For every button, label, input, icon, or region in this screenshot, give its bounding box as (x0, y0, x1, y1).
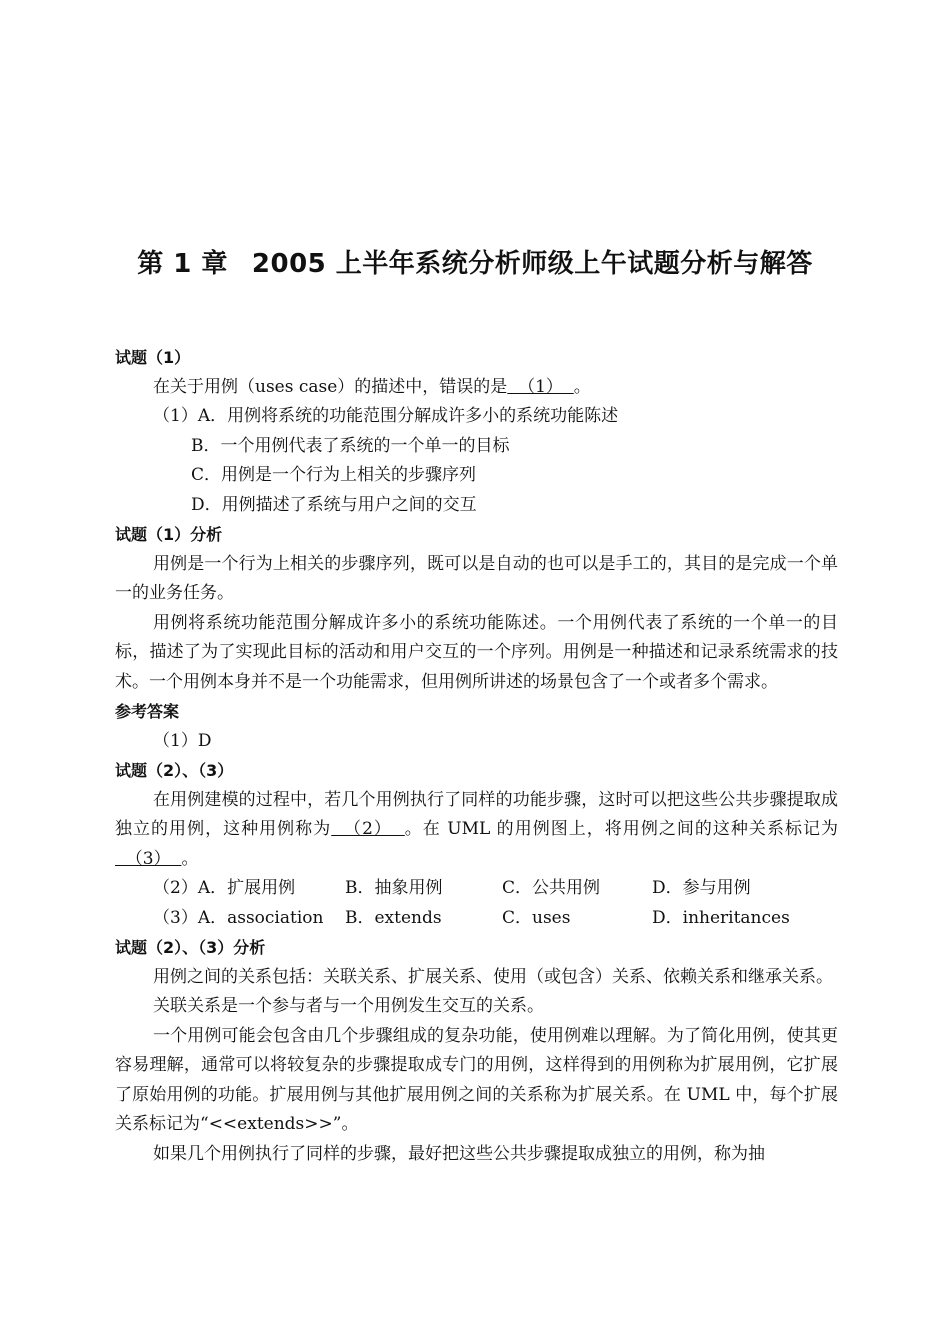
chapter-number: 第 1 章 (137, 249, 228, 279)
chapter-name: 2005 上半年系统分析师级上午试题分析与解答 (251, 249, 813, 279)
option-1c: C．用例是一个行为上相关的步骤序列 (191, 465, 477, 485)
question-2-3-analysis-paragraph: 关联关系是一个参与者与一个用例发生交互的关系。 (153, 996, 544, 1016)
answer-1: （1）D (153, 730, 212, 751)
answer-heading: 参考答案 (115, 702, 180, 721)
option-2d: D．参与用例 (652, 878, 751, 898)
option-2b: B．抽象用例 (345, 878, 443, 898)
answer-blank-2: （2） (331, 819, 405, 839)
answer-blank-3: （3） (115, 848, 182, 869)
option-3c: C．uses (502, 907, 571, 928)
main-content (115, 343, 838, 1169)
question-2-3-heading: 试题（2）、（3） (115, 761, 234, 780)
question-1-analysis-paragraph: 用例将系统功能范围分解成许多小的系统功能陈述。一个用例代表了系统的一个单一的目标，描述了为了实现此目标的活动和用户交互的一个序列。用例是一种描述和记录系统需求的技术。一个用例本身并不是一个功能需求，但用例所讲述的场景包含了一个或者多个需求。 (115, 612, 838, 692)
answer-blank-1: （1） (507, 376, 574, 397)
option-3a: （3）A．association (153, 907, 324, 928)
question-1-heading: 试题（1） (115, 348, 191, 367)
options-row-3 (115, 904, 838, 934)
option-2a: （2）A．扩展用例 (153, 878, 296, 898)
question-2-3-analysis-paragraph: 一个用例可能会包含由几个步骤组成的复杂功能，使用例难以理解。为了简化用例，使其更容易理解，通常可以将较复杂的步骤提取成专门的用例，这样得到的用例称为扩展用例，它扩展了原始用例的功能。扩展用例与其他扩展用例之间的关系称为扩展关系。在 UML 中，每个扩展关系标记为“<<extends>>”。 (115, 1025, 838, 1134)
option-3b: B．extends (345, 907, 442, 928)
question-2-3-stem: 在用例建模的过程中，若几个用例执行了同样的功能步骤，这时可以把这些公共步骤提取成独立的用例，这种用例称为 （2） 。在 UML 的用例图上，将用例之间的这种关系标记为 （3） 。 (115, 789, 838, 869)
question-2-3-analysis-paragraph: 用例之间的关系包括：关联关系、扩展关系、使用（或包含）关系、依赖关系和继承关系。 (153, 966, 833, 987)
option-2c: C．公共用例 (502, 878, 601, 898)
question-1-stem: 在关于用例（uses case）的描述中，错误的是 （1） 。 (153, 376, 591, 397)
question-1-analysis-paragraph: 用例是一个行为上相关的步骤序列，既可以是自动的也可以是手工的，其目的是完成一个单一的业务任务。 (115, 553, 838, 603)
option-3d: D．inheritances (652, 907, 790, 928)
question-1-analysis-heading: 试题（1）分析 (115, 525, 223, 544)
question-2-3-analysis-heading: 试题（2）、（3）分析 (115, 938, 266, 957)
option-1a: （1）A．用例将系统的功能范围分解成许多小的系统功能陈述 (153, 406, 619, 426)
option-1b: B．一个用例代表了系统的一个单一的目标 (191, 435, 510, 456)
question-2-3-analysis-paragraph: 如果几个用例执行了同样的步骤，最好把这些公共步骤提取成独立的用例，称为抽 (153, 1143, 765, 1164)
option-1d: D．用例描述了系统与用户之间的交互 (191, 494, 477, 515)
chapter-title (0, 243, 950, 280)
options-row-2 (115, 874, 838, 904)
